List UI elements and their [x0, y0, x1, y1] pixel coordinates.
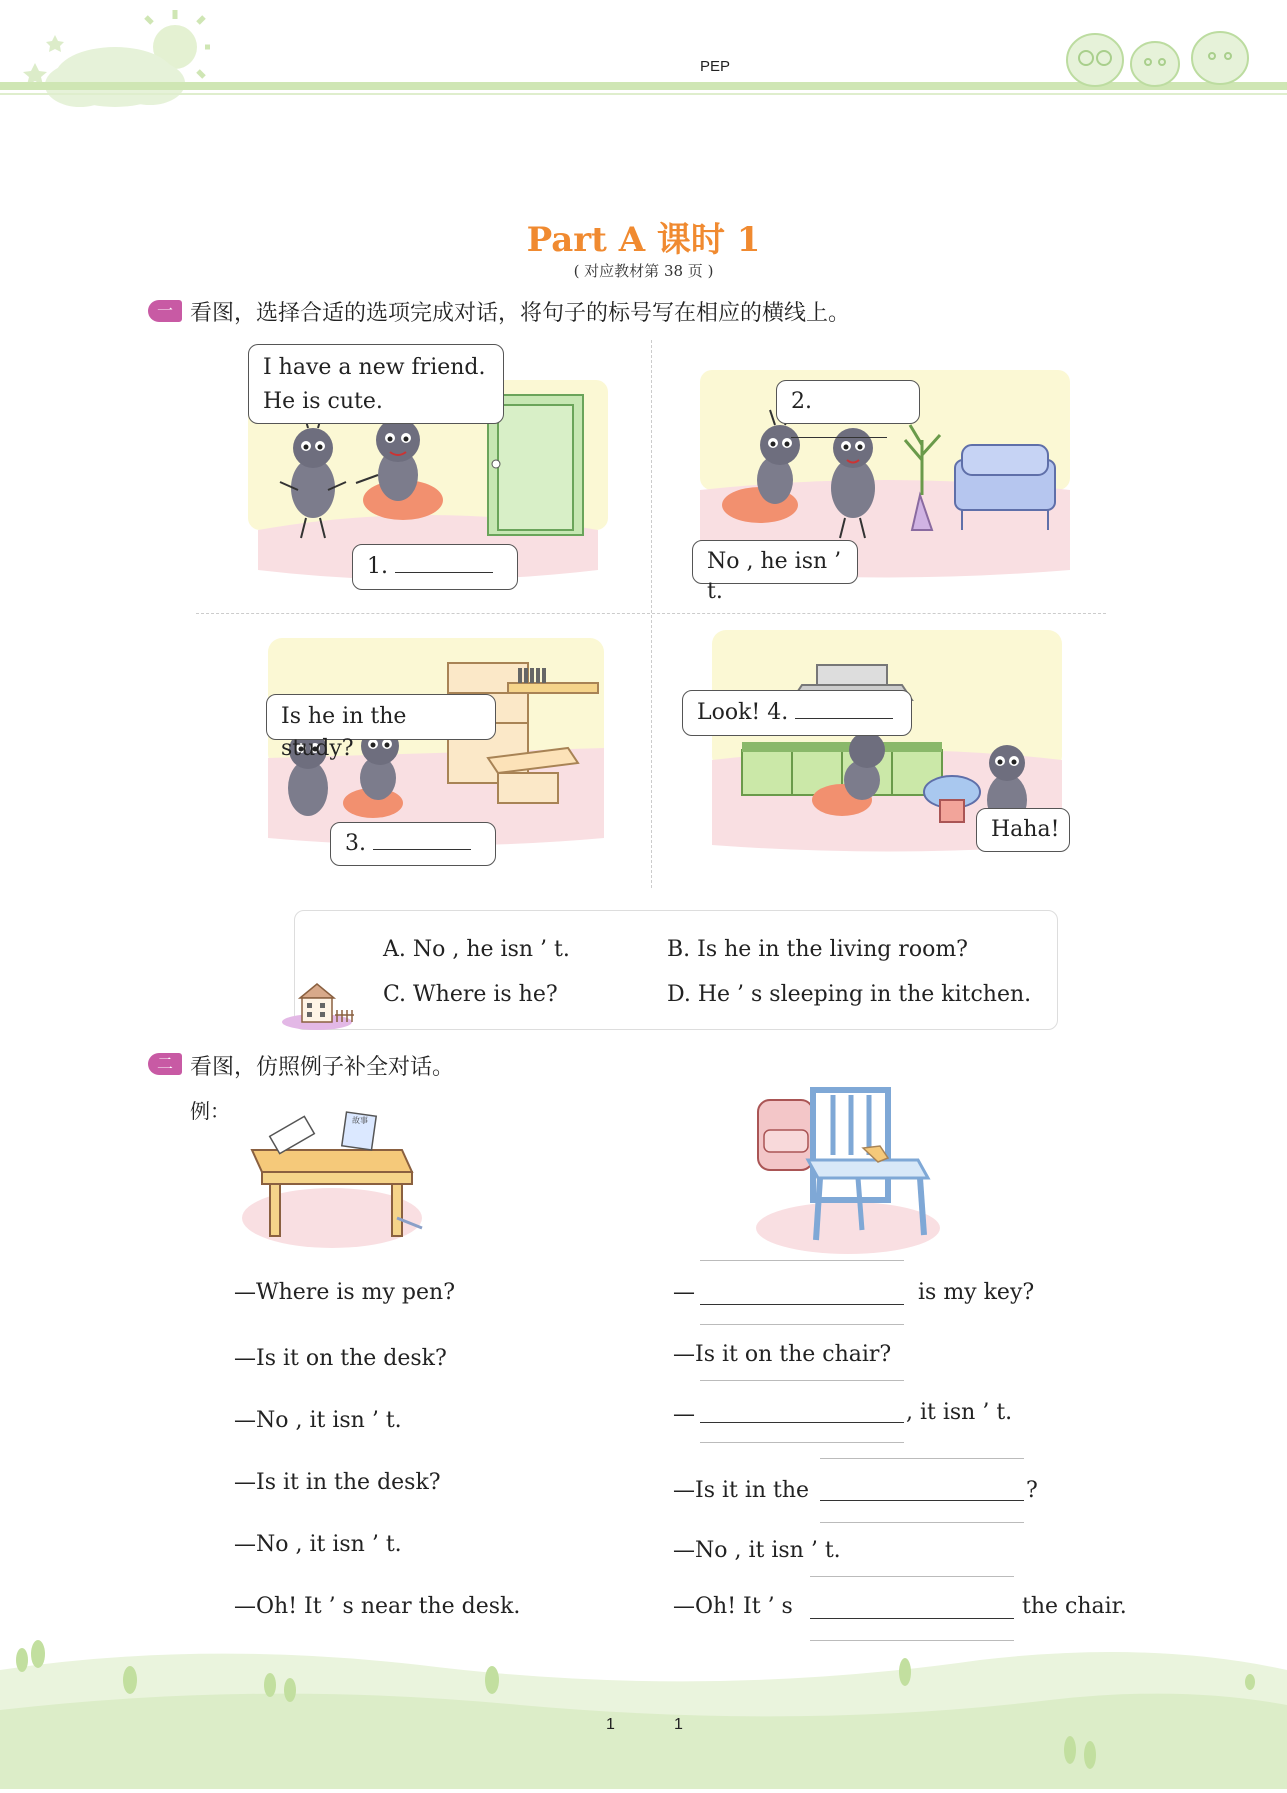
option-d: D. He ’ s sleeping in the kitchen. [667, 982, 1032, 1007]
writing-guide-line [820, 1522, 1024, 1523]
option-b: B. Is he in the living room? [667, 937, 968, 962]
book-label: 故事 [352, 1116, 368, 1125]
exercise-line-3-prefix: — [673, 1402, 695, 1427]
section-2-instruction: 看图，仿照例子补全对话。 [190, 1055, 455, 1080]
example-line-6: —Oh! It ’ s near the desk. [234, 1594, 521, 1619]
writing-guide-line [700, 1324, 904, 1325]
panel-4-prefix: Look! 4. [697, 700, 789, 725]
header-label: PEP [700, 58, 731, 75]
panel-4-answer-blank[interactable] [795, 718, 893, 719]
exercise-line-3-suffix: , it isn ’ t. [906, 1400, 1013, 1425]
panel-1-bubble-line-1: I have a new friend. [263, 355, 486, 380]
footer-hills-decoration [0, 1630, 1287, 1789]
page-number-right: 1 [674, 1716, 683, 1733]
desk-illustration [232, 1100, 432, 1250]
exercise-blank-4[interactable] [820, 1500, 1024, 1501]
exercise-line-6-suffix: the chair. [1022, 1594, 1127, 1619]
panel-3-answer-bubble [330, 822, 496, 866]
exercise-line-1-prefix: — [673, 1280, 695, 1305]
panel-2-answer-blank[interactable] [791, 437, 887, 438]
exercise-line-6-prefix: —Oh! It ’ s [673, 1594, 793, 1619]
house-icon [282, 980, 362, 1032]
exercise-blank-6[interactable] [810, 1618, 1014, 1619]
example-label: 例： [190, 1099, 230, 1123]
panel-1-speech-bubble [248, 344, 504, 424]
panel-divider-horizontal [196, 613, 1106, 614]
example-line-3: —No , it isn ’ t. [234, 1408, 402, 1433]
option-c: C. Where is he? [383, 982, 558, 1007]
section-2-badge: 二 [148, 1053, 182, 1075]
chair-illustration [748, 1080, 948, 1255]
section-1-instruction: 看图，选择合适的选项完成对话，将句子的标号写在相应的横线上。 [190, 301, 851, 326]
example-line-1: —Where is my pen? [234, 1280, 455, 1305]
panel-1-bubble-line-2: He is cute. [263, 389, 383, 414]
header-decoration-animals [1060, 20, 1260, 90]
page-subtitle: ( 对应教材第 38 页 ) [573, 262, 714, 280]
exercise-line-1-suffix: is my key? [918, 1280, 1035, 1305]
panel-1-answer-blank[interactable] [395, 572, 493, 573]
page-number-left: 1 [606, 1716, 615, 1733]
exercise-blank-1[interactable] [700, 1304, 904, 1305]
panel-1-answer-bubble [352, 544, 518, 590]
writing-guide-line [810, 1576, 1014, 1577]
panel-1-answer-label: 1. [367, 554, 388, 579]
example-line-5: —No , it isn ’ t. [234, 1532, 402, 1557]
panel-4-reply-bubble: Haha! [976, 808, 1070, 852]
header-decoration-left [20, 5, 210, 115]
options-box [294, 910, 1058, 1030]
panel-divider-vertical [651, 340, 652, 888]
header-rule-thin [0, 93, 1287, 95]
writing-guide-line [700, 1260, 904, 1261]
panel-2-reply-bubble: No , he isn ’ t. [692, 540, 858, 584]
panel-2-answer-label: 2. [791, 389, 812, 414]
panel-4-bubble [682, 690, 912, 736]
writing-guide-line [820, 1458, 1024, 1459]
panel-3-answer-blank[interactable] [373, 849, 471, 850]
exercise-line-4-prefix: —Is it in the [673, 1478, 810, 1503]
exercise-line-4-suffix: ? [1026, 1478, 1038, 1503]
writing-guide-line [700, 1380, 904, 1381]
panel-2-answer-bubble [776, 380, 920, 424]
section-1-badge: 一 [148, 300, 182, 322]
example-line-2: —Is it on the desk? [234, 1346, 447, 1371]
writing-guide-line [700, 1442, 904, 1443]
option-a: A. No , he isn ’ t. [383, 937, 570, 962]
exercise-line-5: —No , it isn ’ t. [673, 1538, 841, 1563]
exercise-line-2: —Is it on the chair? [673, 1342, 892, 1367]
example-line-4: —Is it in the desk? [234, 1470, 441, 1495]
exercise-blank-3[interactable] [700, 1422, 904, 1423]
panel-3-answer-label: 3. [345, 831, 366, 856]
panel-3-question-bubble: Is he in the study? [266, 694, 496, 740]
page-title: Part A 课时 1 [526, 220, 761, 260]
